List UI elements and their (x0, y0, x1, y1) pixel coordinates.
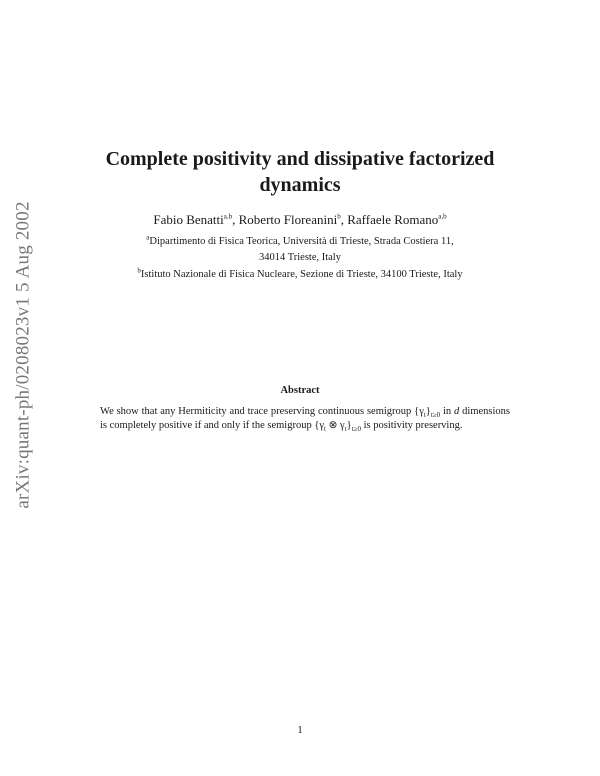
abstract-subscript: t≥0 (430, 411, 441, 420)
abstract-subscript: t (423, 411, 426, 420)
author-affiliation-mark: b (337, 212, 341, 221)
abstract-segment: ⊗ γ (325, 420, 345, 431)
arxiv-identifier: arXiv:quant-ph/0208023v1 5 Aug 2002 (13, 201, 34, 509)
author-list: Fabio Benatti$^{a,b}$, Roberto Floreanini$^b$, Raffaele Romano$^{a,b}$ (153, 212, 447, 227)
author-affiliation-mark: a,b (438, 212, 447, 221)
title-line-1: Complete positivity and dissipative factorized (105, 148, 495, 170)
title-line-2: dynamics (259, 174, 341, 196)
author-affiliation-mark: a,b (223, 212, 233, 221)
author-name: Roberto Floreanini (238, 212, 338, 227)
abstract-segment: is positivity preserving. (360, 420, 463, 431)
affiliation-b (60, 267, 540, 283)
affiliation-mark: a (146, 233, 150, 242)
affiliation-a (60, 234, 540, 266)
abstract-subscript: t (324, 425, 326, 434)
abstract-segment: dimensions is completely positive if and only if the semigroup {γ (100, 406, 510, 431)
author-name: Raffaele Romano (347, 212, 439, 227)
abstract-segment: } (425, 406, 431, 417)
page-number: 1 (297, 724, 303, 736)
abstract-text (100, 405, 510, 433)
affiliation-a-line-1: Dipartimento di Fisica Teorica, Università di Trieste, Strada Costiera 11, (149, 236, 454, 247)
arxiv-stamp (4, 195, 44, 515)
affiliation-b-line-1: Istituto Nazionale di Fisica Nucleare, Sezione di Trieste, 34100 Trieste, Italy (140, 269, 463, 280)
abstract-heading: Abstract (280, 385, 320, 396)
author-name: Fabio Benatti (153, 212, 224, 227)
paper-title (60, 146, 540, 198)
abstract-subscript: t (344, 425, 347, 434)
abstract-segment: We show that any Hermiticity and trace preserving continuous semigroup {γ (100, 406, 424, 417)
abstract-subscript: t≥0 (351, 425, 361, 434)
abstract-segment: } (346, 420, 352, 431)
abstract-segment: in (440, 406, 455, 417)
affiliation-a-line-2: 34014 Trieste, Italy (259, 252, 341, 263)
abstract-variable: d (454, 406, 460, 417)
affiliation-mark: b (137, 266, 141, 275)
